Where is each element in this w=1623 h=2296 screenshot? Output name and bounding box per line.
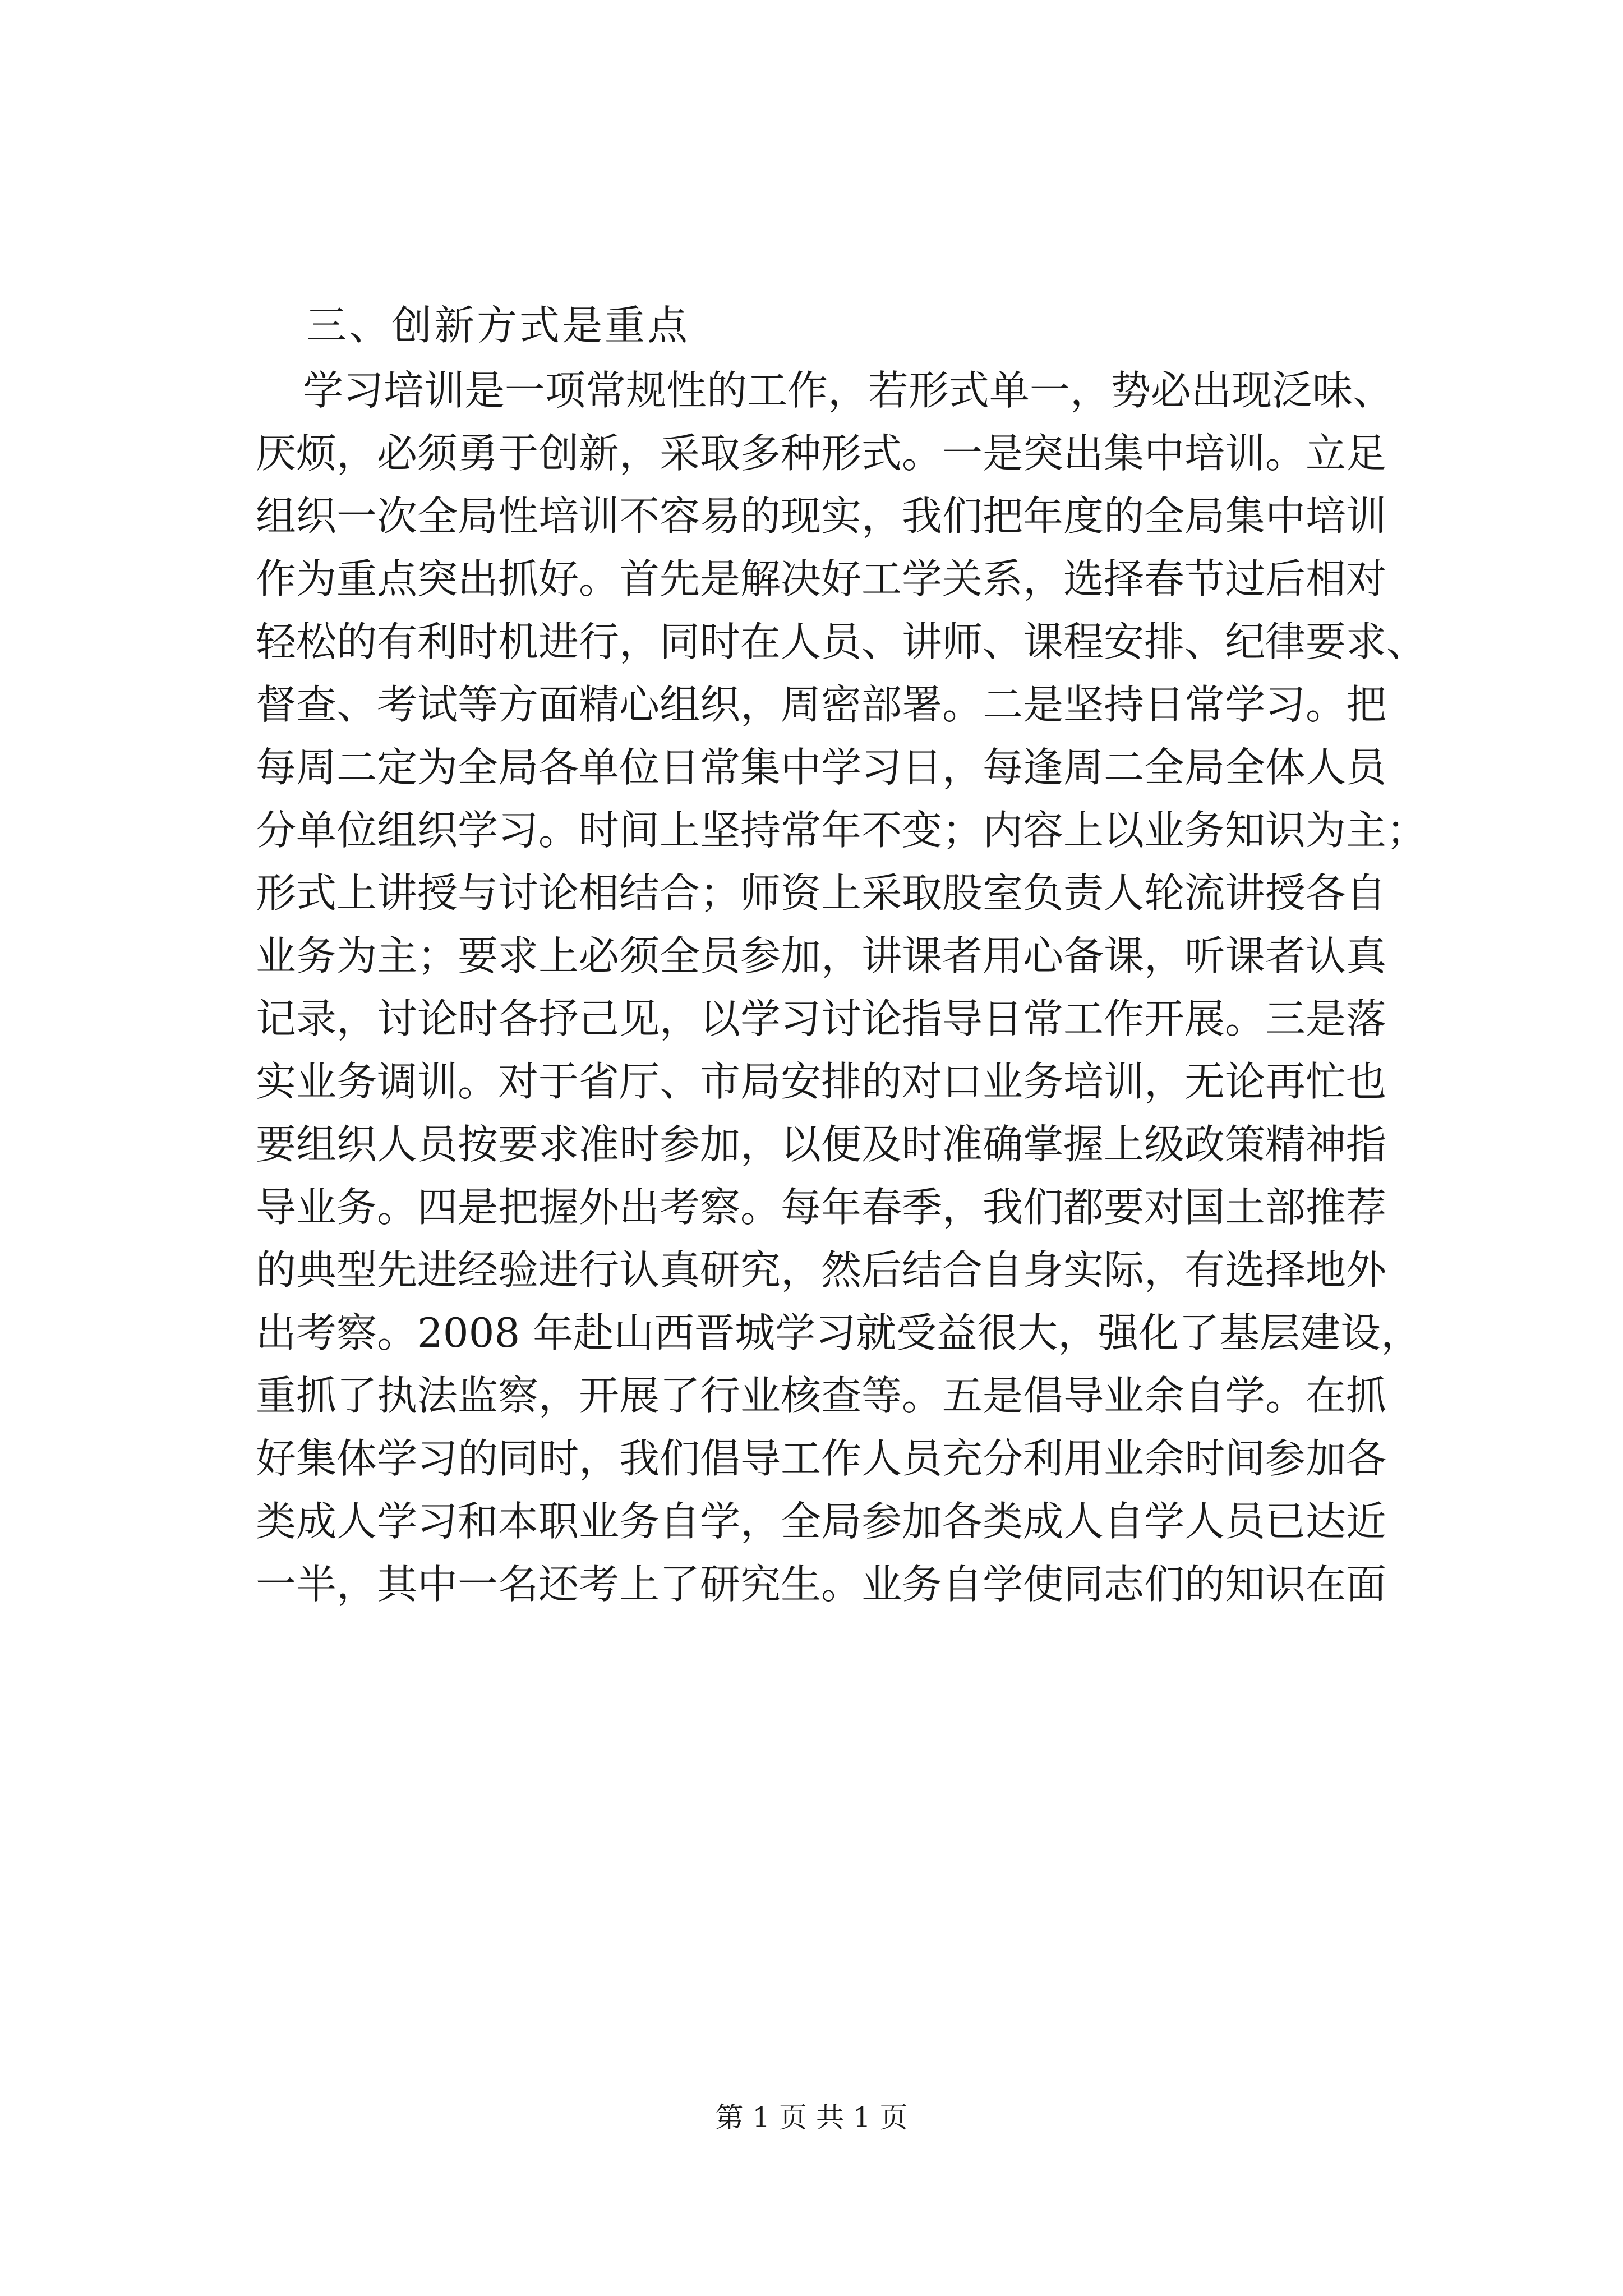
- paragraph-line: 作为重点突出抓好。首先是解决好工学关系，选择春节过后相对: [256, 555, 1387, 602]
- page-number-footer: 第 1 页 共 1 页: [715, 2101, 908, 2134]
- paragraph-line: 分单位组织学习。时间上坚持常年不变；内容上以业务知识为主；: [256, 807, 1427, 854]
- paragraph-line: 轻松的有利时机进行，同时在人员、讲师、课程安排、纪律要求、: [256, 618, 1427, 665]
- document-body: [256, 292, 1427, 1616]
- paragraph-line: 组织一次全局性培训不容易的现实，我们把年度的全局集中培训: [256, 493, 1387, 540]
- paragraph-line: 好集体学习的同时，我们倡导工作人员充分利用业余时间参加各: [256, 1435, 1387, 1482]
- paragraph-line: 出考察。2008 年赴山西晋城学习就受益很大，强化了基层建设，: [256, 1309, 1422, 1356]
- paragraph-line: 导业务。四是把握外出考察。每年春季，我们都要对国土部推荐: [256, 1184, 1387, 1231]
- paragraph-line: 重抓了执法监察，开展了行业核查等。五是倡导业余自学。在抓: [256, 1372, 1387, 1419]
- paragraph-line: 厌烦，必须勇于创新，采取多种形式。一是突出集中培训。立足: [256, 430, 1387, 477]
- paragraph-line: 的典型先进经验进行认真研究，然后结合自身实际，有选择地外: [256, 1246, 1387, 1294]
- paragraph-line: 要组织人员按要求准时参加，以便及时准确掌握上级政策精神指: [256, 1121, 1387, 1168]
- paragraph-line: 形式上讲授与讨论相结合；师资上采取股室负责人轮流讲授各自: [256, 869, 1387, 917]
- paragraph-line: 类成人学习和本职业务自学，全局参加各类成人自学人员已达近: [256, 1498, 1387, 1545]
- paragraph-line: 学习培训是一项常规性的工作，若形式单一，势必出现泛味、: [303, 367, 1394, 414]
- paragraph-line: 记录，讨论时各抒己见，以学习讨论指导日常工作开展。三是落: [256, 995, 1387, 1042]
- paragraph-line: 一半，其中一名还考上了研究生。业务自学使同志们的知识在面: [256, 1561, 1387, 1608]
- paragraph-line: 督查、考试等方面精心组织，周密部署。二是坚持日常学习。把: [256, 681, 1387, 728]
- paragraph-line: 每周二定为全局各单位日常集中学习日，每逢周二全局全体人员: [256, 744, 1387, 791]
- paragraph-line: 业务为主；要求上必须全员参加，讲课者用心备课，听课者认真: [256, 932, 1387, 979]
- paragraph-line: 实业务调训。对于省厅、市局安排的对口业务培训，无论再忙也: [256, 1058, 1387, 1105]
- section-heading: 三、创新方式是重点: [306, 302, 690, 349]
